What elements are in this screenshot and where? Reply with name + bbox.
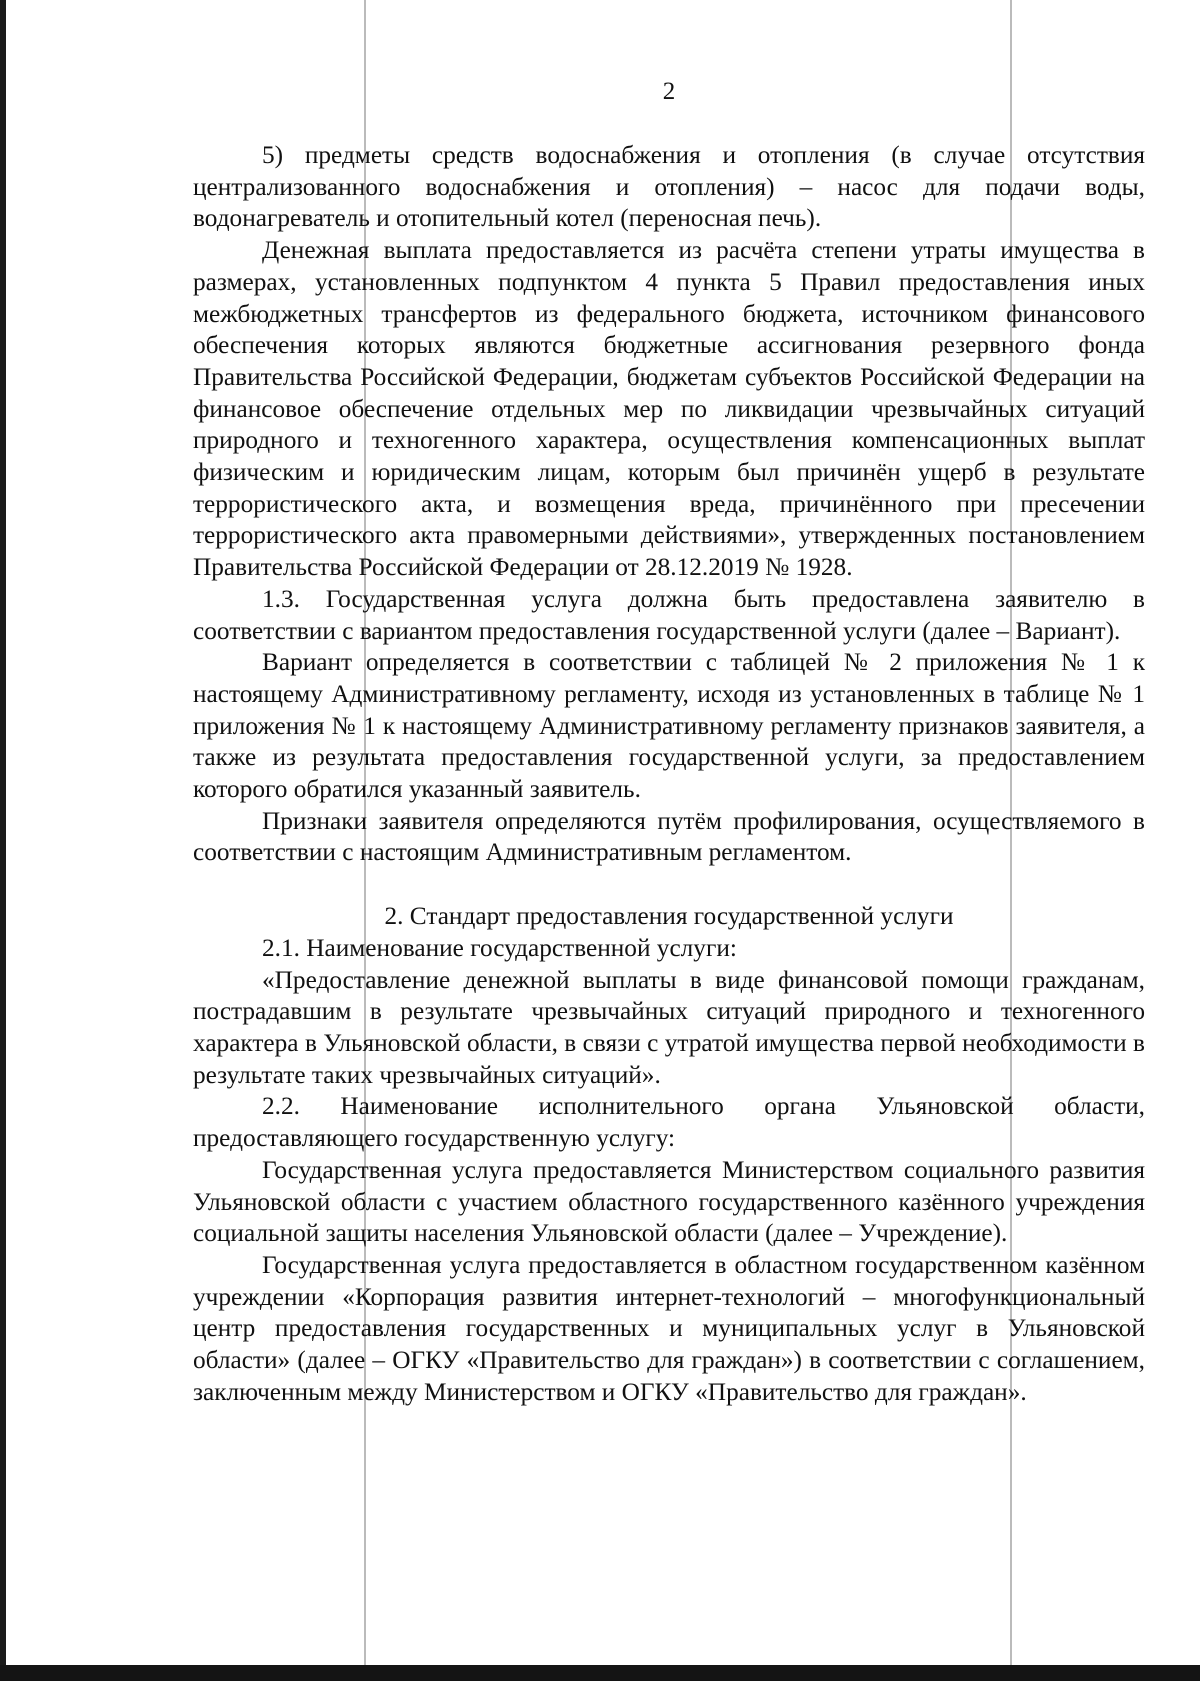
paragraph: Вариант определяется в соответствии с таблицей № 2 приложения № 1 к настоящему Административному регламенту, исходя из установленных в таблице № 1 приложения № 1 к настоящему Административному регламенту признаков заявителя, а также из результата предоставления государственной услуги, за предоставлением которого обратился указанный заявитель. [193, 648, 1145, 804]
document-body [193, 140, 1145, 1408]
section-heading: 2. Стандарт предоставления государственной услуги [384, 902, 954, 931]
paragraph: «Предоставление денежной выплаты в виде финансовой помощи гражданам, пострадавшим в результате чрезвычайных ситуаций природного и техногенного характера в Ульяновской области, в связи с утратой имущества первой необходимости в результате таких чрезвычайных ситуаций». [193, 965, 1145, 1089]
paragraph: Признаки заявителя определяются путём профилирования, осуществляемого в соответствии с настоящим Административным регламентом. [193, 806, 1145, 867]
paragraph: Денежная выплата предоставляется из расчёта степени утраты имущества в размерах, установленных подпунктом 4 пункта 5 Правил предоставления иных межбюджетных трансфертов из федерального бюджета, источником финансового обеспечения которых являются бюджетные ассигнования резервного фонда Правительства Российской Федерации, бюджетам субъектов Российской Федерации на финансовое обеспечение отдельных мер по ликвидации чрезвычайных ситуаций природного и техногенного характера, осуществления компенсационных выплат физическим и юридическим лицам, которым был причинён ущерб в результате террористического акта, и возмещения вреда, причинённого при пресечении террористического акта правомерными действиями», утвержденных постановлением Правительства Российской Федерации от 28.12.2019 № 1928. [193, 236, 1145, 582]
paragraph: 1.3. Государственная услуга должна быть предоставлена заявителю в соответствии с вариантом предоставления государственной услуги (далее – Вариант). [193, 584, 1145, 645]
page-number: 2 [662, 78, 676, 105]
scan-left-edge [0, 0, 6, 1681]
paragraph: 5) предметы средств водоснабжения и отопления (в случае отсутствия централизованного водоснабжения и отопления) – насос для подачи воды, водонагреватель и отопительный котел (переносная печь). [193, 141, 1145, 233]
scan-bottom-edge [0, 1665, 1200, 1681]
paragraph: Государственная услуга предоставляется в областном государственном казённом учреждении «Корпорация развития интернет-технологий – многофункциональный центр предоставления государственных и муниципальных услуг в Ульяновской области» (далее – ОГКУ «Правительство для граждан») в соответствии с соглашением, заключенным между Министерством и ОГКУ «Правительство для граждан». [193, 1250, 1145, 1406]
paragraph: 2.1. Наименование государственной услуги: [262, 933, 737, 962]
paragraph: 2.2. Наименование исполнительного органа Ульяновской области, предоставляющего государственную услугу: [193, 1092, 1145, 1153]
paragraph: Государственная услуга предоставляется Министерством социального развития Ульяновской области с участием областного государственного казённого учреждения социальной защиты населения Ульяновской области (далее – Учреждение). [193, 1155, 1145, 1248]
